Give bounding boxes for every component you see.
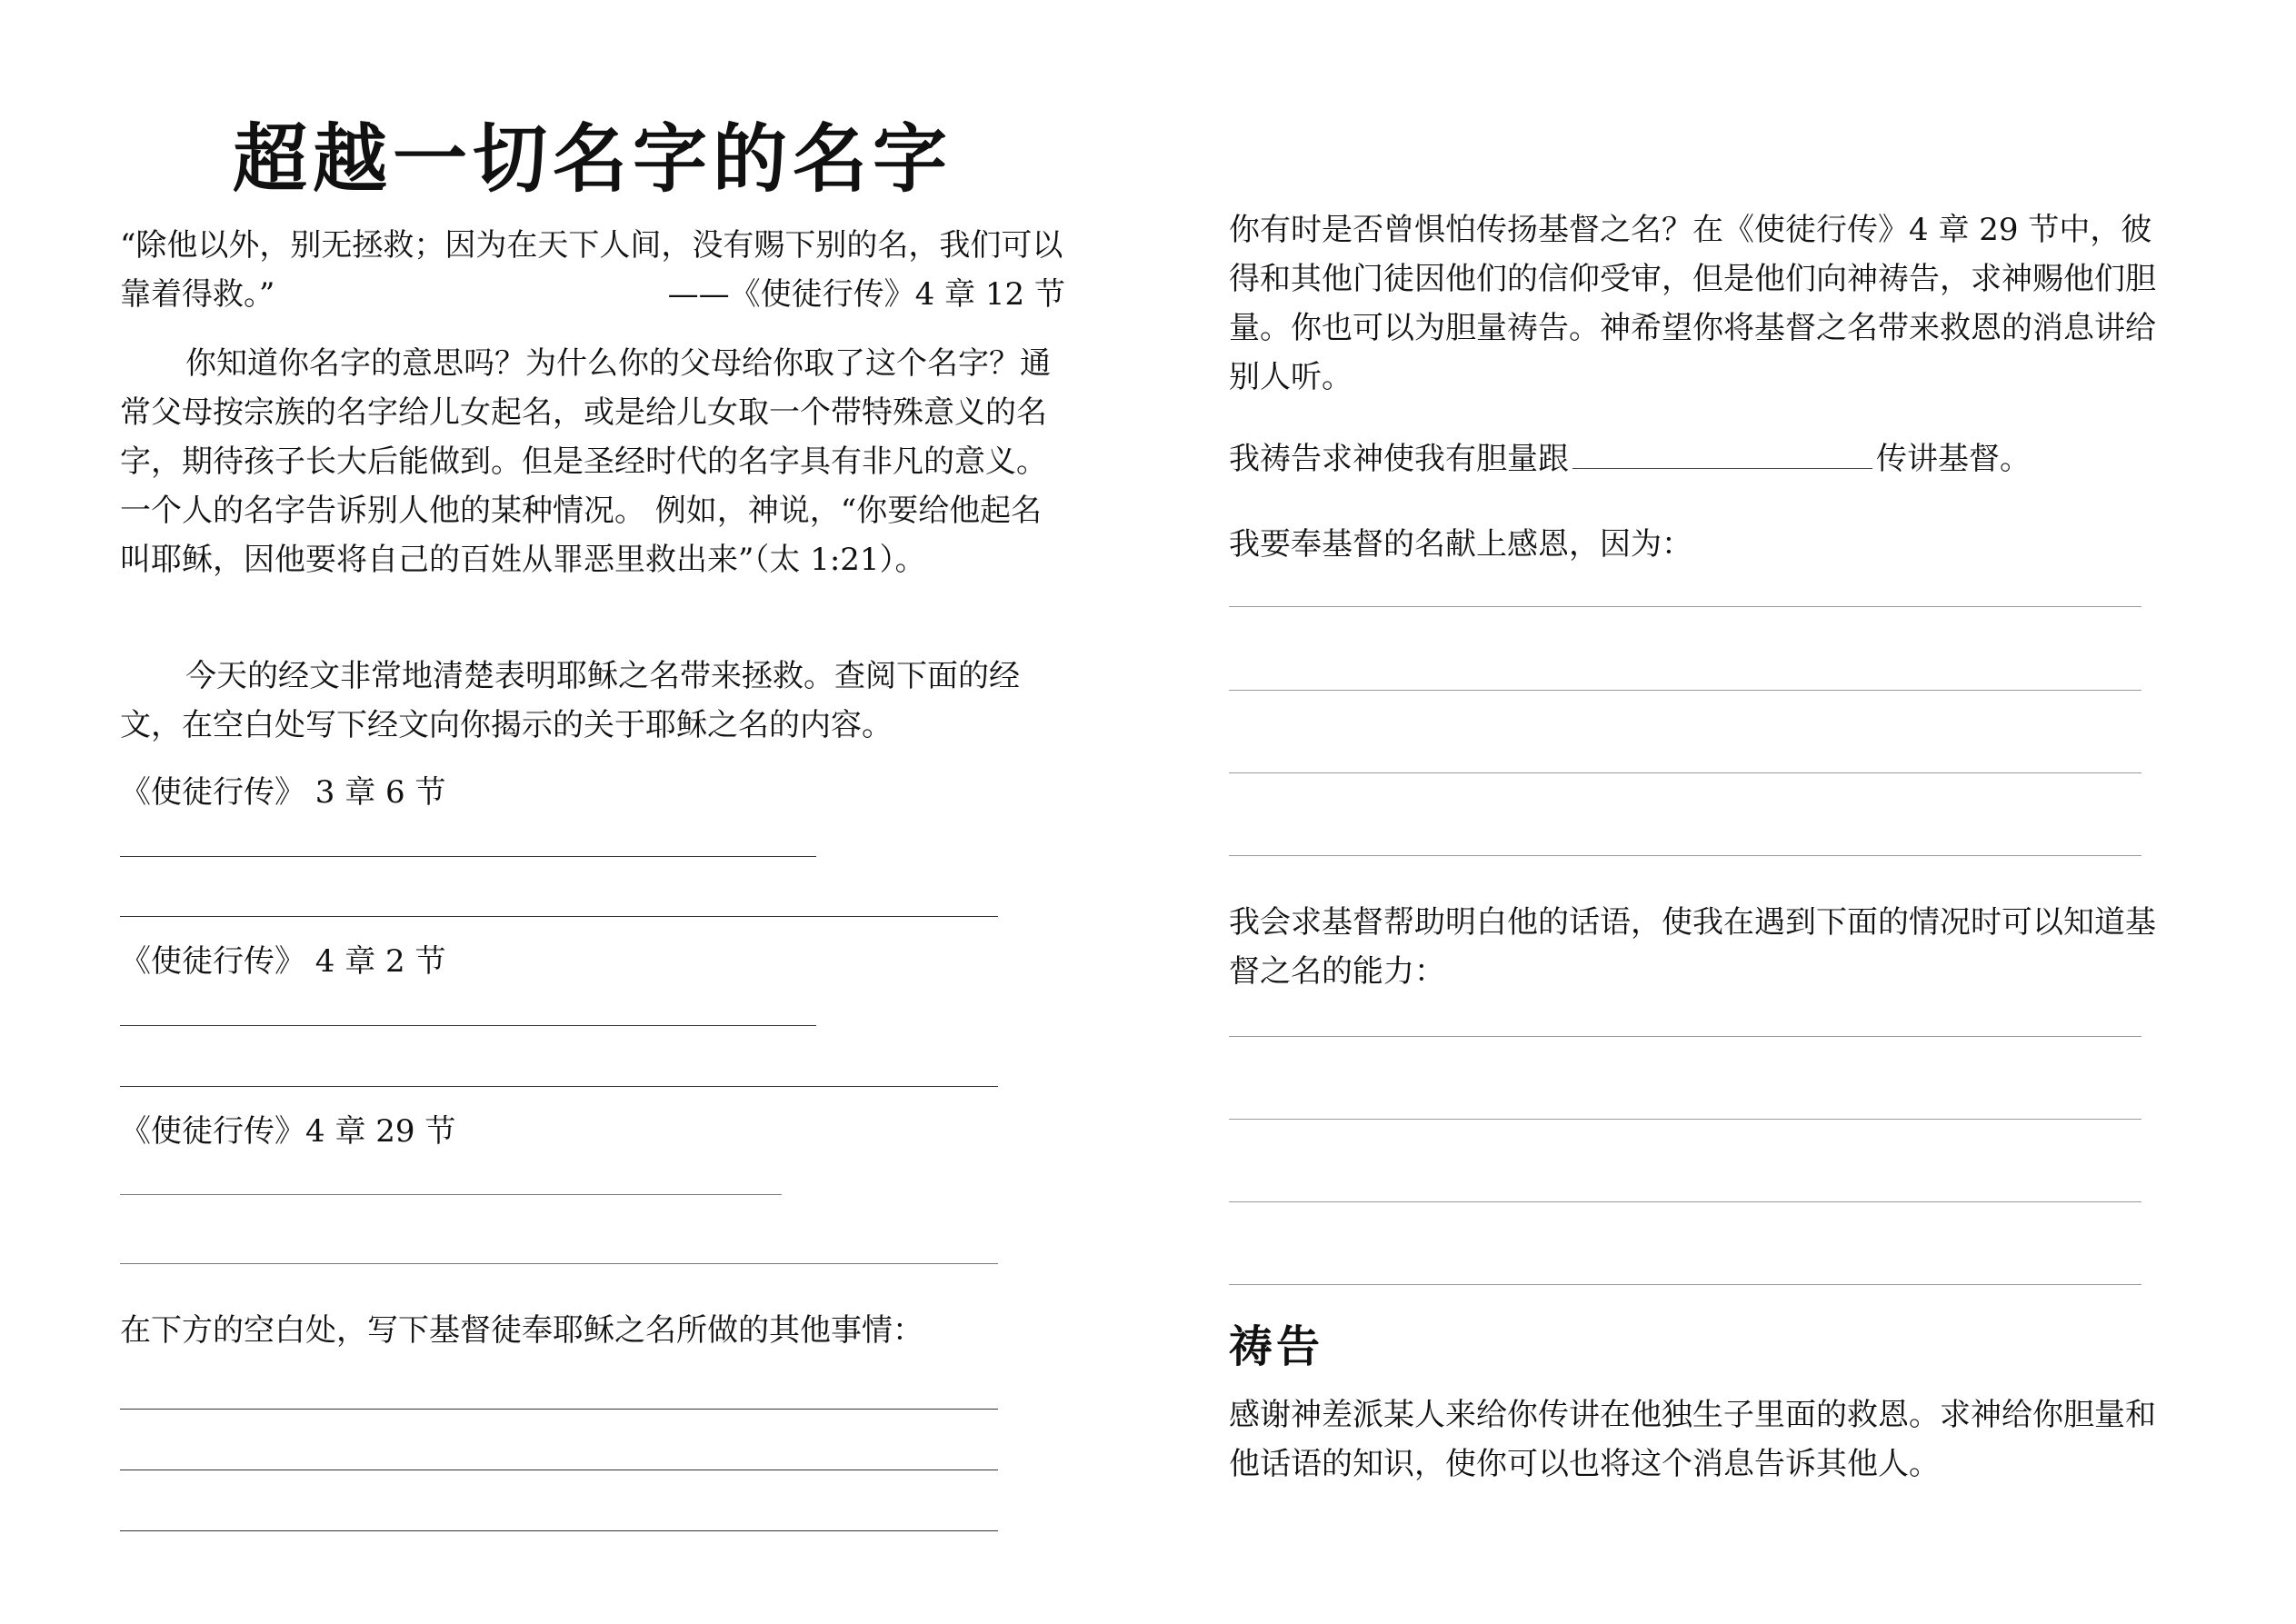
answer-line[interactable]: [120, 916, 998, 917]
key-verse-text: “除他以外，别无拯救；因为在天下人间，没有赐下别的名，我们可以靠着得救。”: [120, 227, 1063, 313]
answer-line[interactable]: [120, 856, 816, 857]
intro-paragraph: 你知道你名字的意思吗？为什么你的父母给你取了这个名字？通常父母按宗族的名字给儿女起名，或是给儿女取一个带特殊意义的名字，期待孩子长大后能做到。但是圣经时代的名字具有非凡的意义。一个人的名字告诉别人他的某种情况。 例如，神说，“你要给他起名叫耶稣，因他要将自己的百姓从罪恶里救出来”（太 1:21）。: [120, 345, 1051, 578]
scripture-ref-acts-4-29: 《使徒行传》4 章 29 节: [120, 1113, 456, 1150]
instruction-paragraph: 今天的经文非常地清楚表明耶稣之名带来拯救。查阅下面的经文，在空白处写下经文向你揭示的关于耶稣之名的内容。: [120, 658, 1020, 743]
person-name-blank[interactable]: [1572, 435, 1872, 469]
answer-line[interactable]: [1229, 606, 2141, 607]
answer-line[interactable]: [120, 1409, 998, 1410]
answer-line[interactable]: [120, 1530, 998, 1531]
boldness-paragraph: 你有时是否曾惧怕传扬基督之名？在《使徒行传》4 章 29 节中，彼得和其他门徒因他们的信仰受审，但是他们向神祷告，求神赐他们胆量。你也可以为胆量祷告。神希望你将基督之名带来救恩的消息讲给别人听。: [1229, 212, 2156, 395]
boldness-statement: [1229, 434, 2165, 483]
answer-line[interactable]: [1229, 772, 2141, 773]
scripture-ref-acts-4-2: 《使徒行传》 4 章 2 节: [120, 943, 446, 980]
answer-line[interactable]: [1229, 855, 2141, 856]
answer-line[interactable]: [1229, 1284, 2141, 1285]
key-verse: [120, 221, 1065, 319]
answer-line[interactable]: [120, 1086, 998, 1087]
scripture-ref-acts-3-6: 《使徒行传》 3 章 6 节: [120, 774, 446, 811]
thanks-prompt: 我要奉基督的名献上感恩，因为：: [1229, 526, 1692, 563]
prayer-heading: 祷告: [1229, 1321, 1324, 1372]
key-verse-reference: ——《使徒行传》4 章 12 节: [667, 276, 1065, 313]
page-title: 超越一切名字的名字: [232, 115, 953, 203]
answer-line[interactable]: [120, 1263, 998, 1264]
answer-line[interactable]: [1229, 1119, 2141, 1120]
answer-line[interactable]: [1229, 690, 2141, 691]
boldness-statement-start: 我祷告求神使我有胆量跟: [1229, 441, 1569, 477]
answer-line[interactable]: [120, 1025, 816, 1026]
answer-line[interactable]: [1229, 1201, 2141, 1202]
prayer-text: 感谢神差派某人来给你传讲在他独生子里面的救恩。求神给你胆量和他话语的知识，使你可以也将这个消息告诉其他人。: [1229, 1397, 2156, 1482]
boldness-statement-end: 传讲基督。: [1876, 441, 2031, 477]
other-deeds-prompt: 在下方的空白处，写下基督徒奉耶稣之名所做的其他事情：: [120, 1312, 923, 1349]
answer-line[interactable]: [120, 1194, 782, 1195]
answer-line[interactable]: [1229, 1036, 2141, 1037]
understanding-prompt: 我会求基督帮助明白他的话语，使我在遇到下面的情况时可以知道基督之名的能力：: [1229, 904, 2156, 990]
